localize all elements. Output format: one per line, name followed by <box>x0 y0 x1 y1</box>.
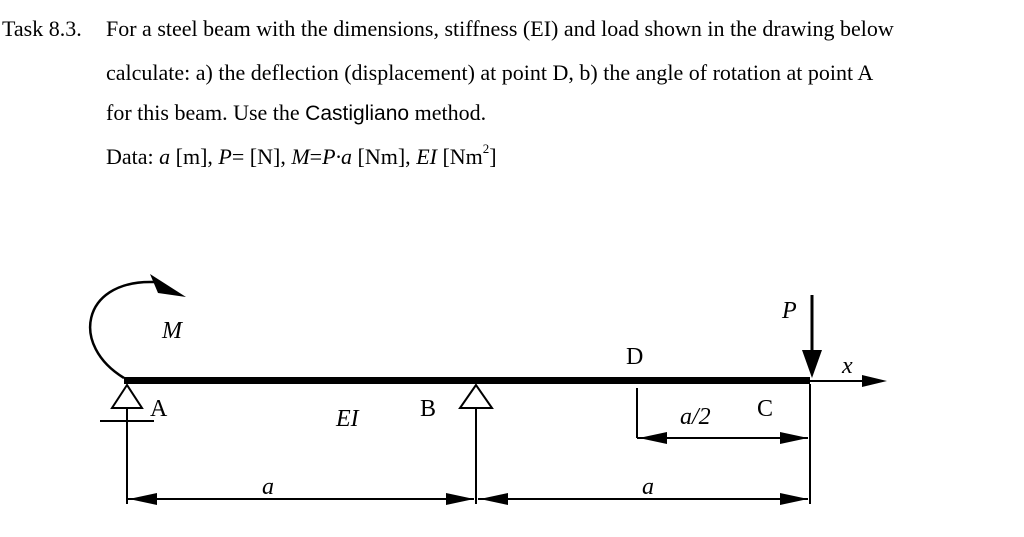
data-M-unit: [Nm], <box>352 144 417 169</box>
data-a-unit: [m], <box>170 144 219 169</box>
dim-a-half-arrow-l <box>639 432 667 444</box>
label-P: P <box>782 298 797 324</box>
support-b <box>460 385 492 408</box>
data-EI: EI <box>416 144 437 169</box>
task-line-3-a: for this beam. Use the <box>106 100 306 125</box>
dim-a-right-arrow-l <box>480 493 508 505</box>
label-a-left: a <box>262 474 274 500</box>
label-M: M <box>162 318 182 344</box>
label-x: x <box>842 353 853 379</box>
label-D: D <box>626 344 644 370</box>
task-label: Task 8.3. <box>2 16 82 41</box>
moment-arrowhead <box>150 274 186 297</box>
data-close: ] <box>489 144 497 169</box>
moment-arc <box>90 282 160 378</box>
data-M-eq: = <box>309 144 323 169</box>
label-C: C <box>757 396 774 422</box>
label-EI: EI <box>336 406 359 432</box>
dim-a-left-arrow-r <box>446 493 474 505</box>
dim-a-right-arrow-r <box>780 493 808 505</box>
method-name: Castigliano <box>305 102 410 125</box>
label-a-right: a <box>642 474 654 500</box>
data-a: a <box>159 144 171 169</box>
dim-a-half-arrow-r <box>780 432 808 444</box>
beam <box>124 377 810 384</box>
task-line-3-b: method. <box>409 100 487 125</box>
data-EI-unit: [Nm <box>436 144 483 169</box>
data-P: P <box>218 144 232 169</box>
x-axis-arrowhead <box>862 375 887 387</box>
data-M: M <box>291 144 310 169</box>
data-sup: 2 <box>482 141 490 156</box>
data-prefix: Data: <box>106 144 160 169</box>
label-B: B <box>420 396 437 422</box>
task-line-1-text: For a steel beam with the dimensions, stiffness (EI) and load shown in the drawing below <box>106 16 894 41</box>
data-P-unit: = [N], <box>231 144 292 169</box>
label-A: A <box>150 396 168 422</box>
task-line-2-text: calculate: a) the deflection (displacement) at point D, b) the angle of rotation at point A <box>106 60 874 85</box>
label-a-half: a/2 <box>680 404 711 430</box>
support-a <box>112 385 142 408</box>
load-p-arrowhead <box>802 350 822 378</box>
dim-a-left-arrow-l <box>129 493 157 505</box>
data-Pa: P·a <box>322 144 353 169</box>
